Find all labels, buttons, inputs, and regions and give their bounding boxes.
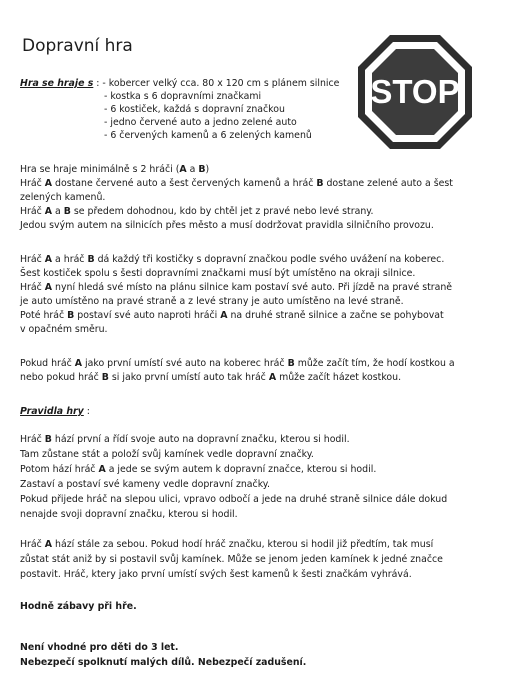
closing-text: Hodně zábavy při hře. (20, 601, 137, 612)
paragraph-line: Hráč A nyní hledá své místo na plánu silnice kam postaví své auto. Při jízdě na pravé straně (20, 282, 453, 293)
paragraph-line: Tam zůstane stát a položí svůj kamínek vedle dopravní značky. (20, 449, 314, 460)
paragraph-line: Zastaví a postaví své kameny vedle dopravní značky. (20, 479, 270, 490)
paragraph-line: Šest kostiček spolu s šesti dopravními značkami musí být umístěno na okraji silnice. (20, 268, 416, 279)
paragraph-line: Hráč A dostane červené auto a šest červených kamenů a hráč B dostane zelené auto a šest (20, 178, 453, 189)
paragraph-line: Pokud hráč A jako první umístí své auto na koberec hráč B může začít tím, že hodí kostkou a (20, 358, 455, 369)
stop-sign-text: STOP (370, 73, 460, 110)
list-item: - kostka s 6 dopravními značkami (104, 91, 262, 102)
paragraph-line: Potom hází hráč A a jede se svým autem k dopravní značce, kterou si hodil. (20, 464, 377, 475)
stop-sign-graphic (356, 33, 474, 151)
page-title: Dopravní hra (22, 36, 133, 56)
choking-warning: Nebezpečí spolknutí malých dílů. Nebezpečí zadušení. (20, 657, 307, 668)
rules-intro-first-item: : - kobercer velký cca. 80 x 120 cm s plánem silnice (93, 78, 340, 89)
paragraph-line: nebo pokud hráč B si jako první umístí auto tak hráč A může začít házet kostkou. (20, 372, 402, 383)
paragraph-line: Hráč A hází stále za sebou. Pokud hodí hráč značku, kterou si hodil již předtím, tak musí (20, 539, 434, 550)
age-warning: Není vhodné pro děti do 3 let. (20, 642, 179, 653)
paragraph-line: Hráč B hází první a řídí svoje auto na dopravní značku, kterou si hodil. (20, 434, 350, 445)
paragraph-line: zelených kamenů. (20, 192, 106, 203)
paragraph-line: Poté hráč B postaví své auto naproti hráči A na druhé straně silnice a začne se pohybovat (20, 310, 444, 321)
paragraph-line: Jedou svým autem na silnicích přes město a musí dodržovat pravidla silničního provozu. (20, 220, 434, 231)
rules-heading: Pravidla hry (20, 406, 84, 417)
list-item: - jedno červené auto a jedno zelené auto (104, 117, 297, 128)
list-item: - 6 červených kamenů a 6 zelených kamenů (104, 130, 312, 141)
paragraph-line: postavit. Hráč, ktery jako první umístí svých šest kamenů k šesti značkám vyhrává. (20, 569, 412, 580)
paragraph-line: Hráč A a B se předem dohodnou, kdo by chtěl jet z pravé nebo levé strany. (20, 206, 374, 217)
stop-sign-icon (356, 33, 474, 151)
rules-heading-line: Pravidla hry : (20, 406, 90, 417)
rules-intro-heading: Hra se hraje s (20, 78, 94, 89)
list-item: - 6 kostiček, každá s dopravní značkou (104, 104, 285, 115)
rules-intro-line (20, 77, 339, 90)
paragraph-line: Hráč A a hráč B dá každý tři kostičky s dopravní značkou podle svého uvážení na koberec. (20, 254, 445, 265)
paragraph-line: Pokud přijede hráč na slepou ulici, vpravo odbočí a jede na druhé straně silnice dále dokud (20, 494, 448, 505)
paragraph-line: Hra se hraje minimálně s 2 hráči (A a B) (20, 164, 210, 175)
paragraph-line: v opačném směru. (20, 324, 108, 335)
paragraph-line: je auto umístěno na pravé straně a z levé strany je auto umístěno na levé straně. (20, 296, 404, 307)
paragraph-line: zůstat stát aniž by si postavil svůj kamínek. Může se jenom jeden kamínek k jedné značce (20, 554, 443, 565)
paragraph-line: nenajde svoji dopravní značku, kterou si hodil. (20, 509, 238, 520)
